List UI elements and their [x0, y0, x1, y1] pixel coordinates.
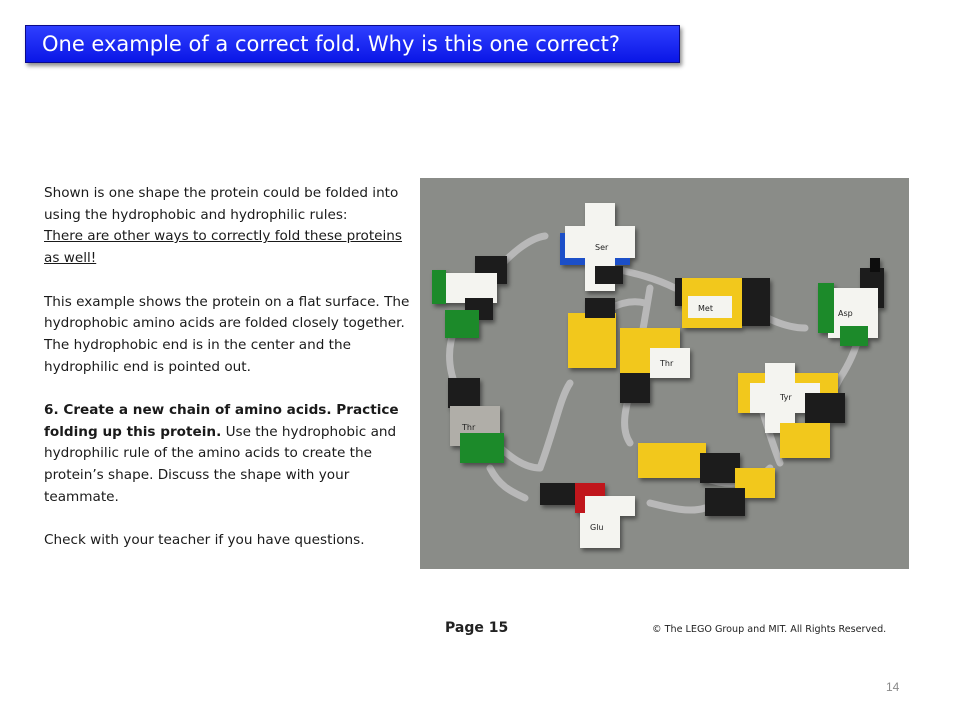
block-label-thr: Thr	[462, 423, 476, 432]
step-6-bold-text: 6. Create a new chain of amino acids. Practice folding up this protein.	[44, 402, 399, 440]
block-label-tyr: Tyr	[780, 393, 792, 402]
slide-title: One example of a correct fold. Why is this one correct?	[42, 32, 620, 56]
lego-protein-photo	[420, 178, 909, 569]
slide-number: 14	[886, 680, 900, 694]
paragraph-intro	[44, 183, 414, 270]
page-label: Page 15	[445, 620, 509, 636]
paragraph-check: Check with your teacher if you have questions.	[44, 532, 365, 549]
block-label-ser: Ser	[595, 243, 609, 252]
block-label-glu: Glu	[590, 523, 604, 532]
block-label-met: Met	[698, 304, 713, 313]
copyright-notice: © The LEGO Group and MIT. All Rights Reserved.	[652, 624, 887, 635]
lego-block-met	[675, 278, 770, 328]
lego-protein-illustration	[420, 178, 909, 569]
paragraph-example: This example shows the protein on a flat surface. The hydrophobic amino acids are folded closely together. The hydrophobic end is in the center and the hydrophilic end is pointed out.	[44, 293, 410, 375]
slide-title-bar	[25, 25, 680, 63]
block-label-asp: Asp	[838, 309, 853, 318]
paragraph-step-6	[44, 400, 414, 509]
block-label-center: Thr	[660, 359, 674, 368]
instructions-text	[44, 183, 414, 574]
intro-text: Shown is one shape the protein could be folded into using the hydrophobic and hydrophilic rules:	[44, 185, 399, 223]
step-6-text: Use the hydrophobic and hydrophilic rule of the amino acids to create the protein’s shape. Discuss the shape with your teammate.	[44, 423, 397, 505]
intro-underlined-text: There are other ways to correctly fold these proteins as well!	[44, 228, 403, 267]
